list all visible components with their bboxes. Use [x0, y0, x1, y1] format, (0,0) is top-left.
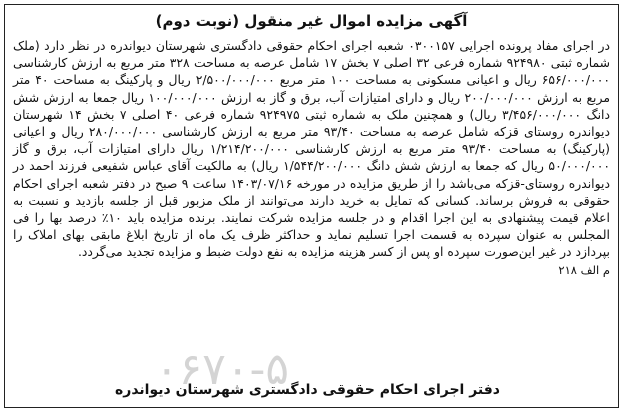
phone-watermark: ۰۶۷۰-۵ — [155, 344, 290, 395]
issuer-signature: دفتر اجرای احکام حقوقی دادگستری شهرستان دیواندره — [115, 382, 500, 398]
auction-notice — [4, 4, 619, 408]
notice-title: آگهی مزایده اموال غیر منقول (نوبت دوم) — [155, 12, 468, 30]
notice-body: در اجرای مفاد پرونده اجرایی ۰۳۰۰۱۵۷ شعبه اجرای احکام حقوقی دادگستری شهرستان دیواندره در نظر دارد (ملک شماره ثبتی ۹۲۴۹۸۰ شماره فرعی ۳۲ اصلی ۷ بخش ۱۷ شامل عرصه به مساحت ۳۲۸ متر مربع به ارزش کارشناسی ۶۵۶/۰۰۰/۰۰۰ ریال و اعیانی مسکونی به مساحت ۱۰۰ متر مربع ۲/۵۰۰/۰۰۰/۰۰۰ ریال و پارکینگ به مساحت ۴۰ متر مربع به ارزش ۲۰۰/۰۰۰/۰۰۰ ریال و دارای امتیازات آب، برق و گاز به ارزش ۱۰۰/۰۰۰/۰۰۰ ریال جمعا به ارزش شش دانگ ۳/۴۵۶/۰۰۰/۰۰۰ ریال) و همچنین ملک به شماره ثبتی ۹۲۴۹۷۵ شماره فرعی ۴۰ اصلی ۷ بخش ۱۴ شهرستان دیواندره روستای قزکه شامل عرصه به مساحت ۹۳/۴۰ متر مربع به ارزش کارشناسی ۲۸۰/۰۰۰/۰۰۰ ریال و اعیانی (پارکینگ) به مساحت ۹۳/۴۰ متر مربع به ارزش کارشناسی ۱/۲۱۴/۲۰۰/۰۰۰ ریال دارای امتیازات آب، برق و گاز ۵۰/۰۰۰/۰۰۰ ریال که جمعا به ارزش شش دانگ ۱/۵۴۴/۲۰۰/۰۰۰ ریال) به مالکیت آقای عباس شفیعی فرزند احمد در دیواندره روستای-قزکه می‌باشد را از طریق مزایده در مورخه ۱۴۰۳/۰۷/۱۶ ساعت ۹ صبح در دفتر شعبه اجرای احکام حقوقی به فروش برساند. کسانی که تمایل به خرید دارند می‌توانند از ملک مزبور قبل از جلسه بازدید و نسبت به اعلام قیمت پیشنهادی به این اجرا اقدام و در جلسه مزایده شرکت نمایند. برنده مزایده باید ۱۰٪ درصد بها را فی المجلس به عنوان سپرده به قسمت اجرا تسلیم نماید و حداکثر ظرف یک ماه از تاریخ ابلاغ مابقی بهای املاک را بپردازد در غیر این‌صورت سپرده او پس از کسر هزینه مزایده به نفع دولت ضبط و مزایده تجدید می‌گردد. — [13, 38, 611, 260]
reference-number: م الف ۲۱۸ — [558, 262, 610, 277]
